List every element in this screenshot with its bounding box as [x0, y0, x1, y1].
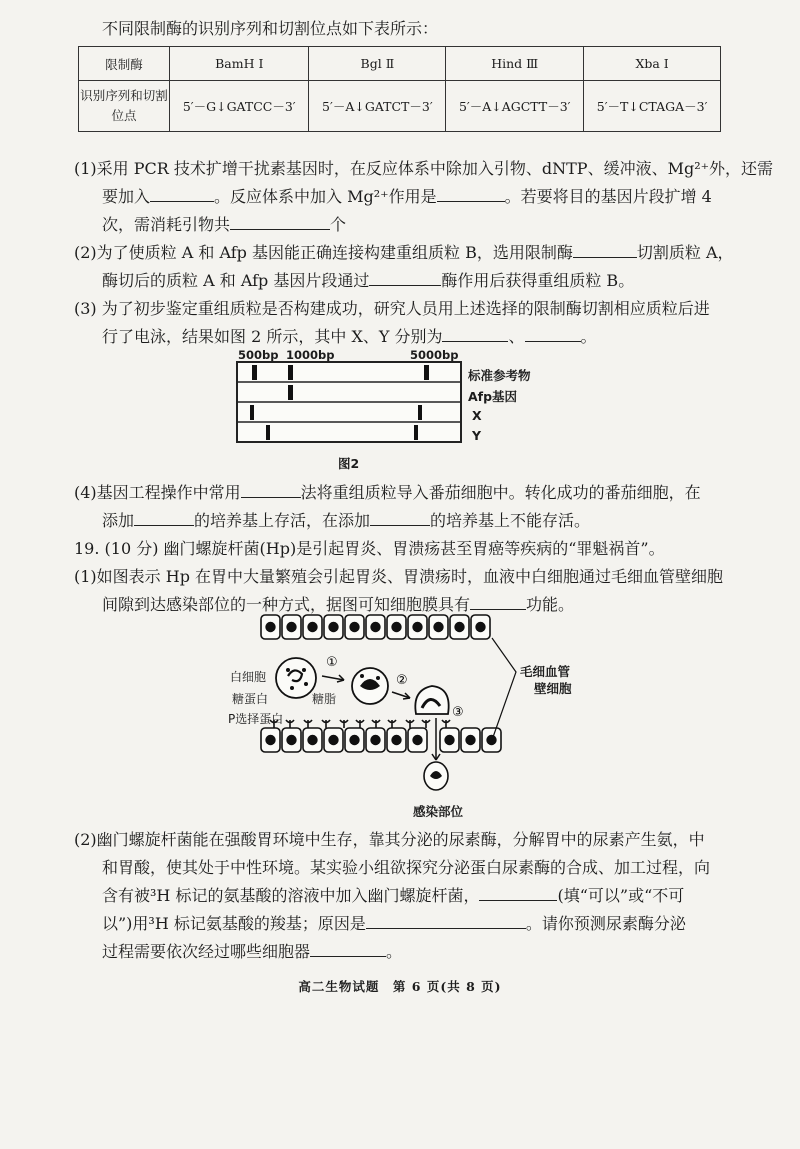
label-glycolipid: 糖脂 — [312, 692, 337, 706]
q2-line1-a: (2)为了使质粒 A 和 Afp 基因能正确连接构建重组质粒 B，选用限制酶 — [74, 243, 573, 262]
white-blood-cell — [276, 658, 316, 698]
answer-blank[interactable] — [525, 326, 581, 342]
capillary-wall-bottom — [261, 728, 501, 752]
q2-line1-b: 切割质粒 A， — [636, 243, 734, 262]
restriction-enzyme-table — [78, 46, 721, 132]
label-infection-site: 感染部位 — [413, 804, 464, 819]
q2-line1 — [74, 242, 734, 263]
row-label-line1: 识别序列和切割 — [80, 88, 168, 103]
row-label-y: Y — [472, 428, 482, 443]
q4-line1-b: 法将重组质粒导入番茄细胞中。转化成功的番茄细胞，在 — [300, 483, 701, 502]
answer-blank[interactable] — [370, 510, 430, 526]
q4-line2-c: 的培养基上不能存活。 — [430, 511, 591, 530]
gel-band — [252, 365, 257, 380]
answer-blank[interactable] — [369, 270, 441, 286]
answer-blank[interactable] — [479, 885, 557, 901]
gel-band — [414, 425, 418, 440]
header-xbai: Xba Ⅰ — [584, 47, 721, 81]
answer-blank[interactable] — [150, 186, 214, 202]
row-label-line2: 位点 — [111, 108, 137, 123]
q2-line2-b: 酶作用后获得重组质粒 B。 — [441, 271, 635, 290]
gel-band — [250, 405, 254, 420]
q3-end: 。 — [580, 327, 597, 346]
q1-line2-c: 。若要将目的基因片段扩增 4 — [504, 187, 712, 206]
q19-p1-line2-b: 功能。 — [526, 595, 575, 614]
gel-electrophoresis-figure — [236, 361, 462, 443]
q19-2-line3-a: 含有被³H 标记的氨基酸的溶液中加入幽门螺旋杆菌， — [102, 886, 480, 905]
answer-blank[interactable] — [134, 510, 194, 526]
rolling-white-blood-cell — [352, 668, 388, 704]
step-1-label: ① — [326, 655, 338, 670]
site-bglii: 5′－A↓GATCT－3′ — [309, 81, 446, 132]
answer-blank[interactable] — [437, 186, 505, 202]
migrated-white-blood-cell — [424, 762, 448, 790]
answer-blank[interactable] — [366, 913, 526, 929]
q4-line1-a: (4)基因工程操作中常用 — [74, 483, 241, 502]
q1-line1: (1)采用 PCR 技术扩增干扰素基因时，在反应体系中除加入引物、dNTP、缓冲液、Mg²⁺外，还需 — [74, 159, 774, 178]
q1-line3-a: 次，需消耗引物共 — [102, 215, 231, 234]
ladder-500bp: 500bp — [238, 348, 279, 362]
q3-sep: 、 — [508, 327, 525, 346]
leukocyte-migration-figure — [226, 610, 526, 802]
step-3-label: ③ — [452, 705, 464, 720]
q19-2-line4-a: 以”)用³H 标记氨基酸的羧基；原因是 — [102, 914, 366, 933]
q3-line2-a: 行了电泳，结果如图 2 所示，其中 X、Y 分别为 — [102, 327, 443, 346]
site-xbai: 5′－T↓CTAGA－3′ — [584, 81, 721, 132]
q2-line2 — [102, 270, 634, 291]
answer-blank[interactable] — [310, 941, 386, 957]
gel-band — [418, 405, 422, 420]
q19-2-line3-b: (填“可以”或“不可 — [557, 886, 685, 905]
q1-line3 — [102, 214, 346, 235]
row-label — [79, 81, 170, 132]
q4-line2-a: 添加 — [102, 511, 135, 530]
header-enzyme: 限制酶 — [79, 47, 170, 81]
q1-line2-b: 。反应体系中加入 Mg²⁺作用是 — [214, 187, 437, 206]
q19-2-line4 — [102, 913, 686, 934]
answer-blank[interactable] — [470, 594, 526, 610]
label-capillary: 毛细血管 — [520, 664, 571, 679]
q19-title: 19. (10 分) 幽门螺旋杆菌(Hp)是引起胃炎、胃溃疡甚至胃癌等疾病的“罪魁祸首”。 — [74, 539, 665, 558]
step-2-label: ② — [396, 673, 408, 688]
label-glycoprotein: 糖蛋白 — [232, 692, 269, 706]
q19-2-line2: 和胃酸，使其处于中性环境。某实验小组欲探究分泌蛋白尿素酶的合成、加工过程，向 — [102, 858, 711, 877]
header-hindiii: Hind Ⅲ — [446, 47, 584, 81]
label-wbc: 白细胞 — [230, 670, 267, 684]
answer-blank[interactable] — [230, 214, 330, 230]
fig2-caption: 图2 — [338, 456, 360, 471]
row-label-afp: Afp基因 — [468, 389, 518, 404]
ladder-5000bp: 5000bp — [410, 348, 459, 362]
q4-line2-b: 的培养基上存活，在添加 — [194, 511, 371, 530]
header-bglii: Bgl Ⅱ — [309, 47, 446, 81]
q19-p1-line2-a: 间隙到达感染部位的一种方式，据图可知细胞膜具有 — [102, 595, 471, 614]
q3-line1: (3) 为了初步鉴定重组质粒是否构建成功，研究人员用上述选择的限制酶切割相应质粒后进 — [74, 299, 710, 318]
capillary-wall-top — [261, 615, 490, 639]
q3-line2 — [102, 326, 597, 347]
q19-2-line4-b: 。请你预测尿素酶分泌 — [525, 914, 686, 933]
q4-line1 — [74, 482, 701, 503]
gel-band — [266, 425, 270, 440]
q4-line2 — [102, 510, 590, 531]
adhering-white-blood-cell — [415, 686, 448, 714]
label-p-selectin: P选择蛋白 — [228, 712, 284, 726]
p-selectin-receptors — [270, 720, 450, 728]
ladder-1000bp: 1000bp — [286, 348, 335, 362]
q1-line3-b: 个 — [330, 215, 347, 234]
answer-blank[interactable] — [442, 326, 508, 342]
gel-band — [288, 385, 293, 400]
site-bamhi: 5′－G↓GATCC－3′ — [170, 81, 309, 132]
gel-band — [288, 365, 293, 380]
q19-2-line5-b: 。 — [386, 942, 403, 961]
q1-line2 — [102, 186, 712, 207]
label-capillary-wall: 壁细胞 — [534, 681, 572, 696]
header-bamhi: BamH Ⅰ — [170, 47, 309, 81]
answer-blank[interactable] — [241, 482, 301, 498]
row-label-x: X — [472, 408, 482, 423]
answer-blank[interactable] — [573, 242, 637, 258]
q19-p1-line1: (1)如图表示 Hp 在胃中大量繁殖会引起胃炎、胃溃疡时，血液中白细胞通过毛细血管壁细胞 — [74, 567, 724, 586]
q19-2-line5 — [102, 941, 402, 962]
table-intro: 不同限制酶的识别序列和切割位点如下表所示： — [102, 19, 439, 38]
q19-2-line1: (2)幽门螺旋杆菌能在强酸胃环境中生存，靠其分泌的尿素酶，分解胃中的尿素产生氨，中 — [74, 830, 705, 849]
q19-2-line5-a: 过程需要依次经过哪些细胞器 — [102, 942, 311, 961]
site-hindiii: 5′－A↓AGCTT－3′ — [446, 81, 584, 132]
q19-2-line3 — [102, 885, 684, 906]
q1-line2-a: 要加入 — [102, 187, 151, 206]
pointer-line — [492, 638, 516, 740]
page-footer: 高二生物试题 第 6 页(共 8 页) — [298, 979, 502, 994]
gel-band — [424, 365, 429, 380]
q2-line2-a: 酶切后的质粒 A 和 Afp 基因片段通过 — [102, 271, 370, 290]
row-label-standard: 标准参考物 — [468, 368, 531, 383]
